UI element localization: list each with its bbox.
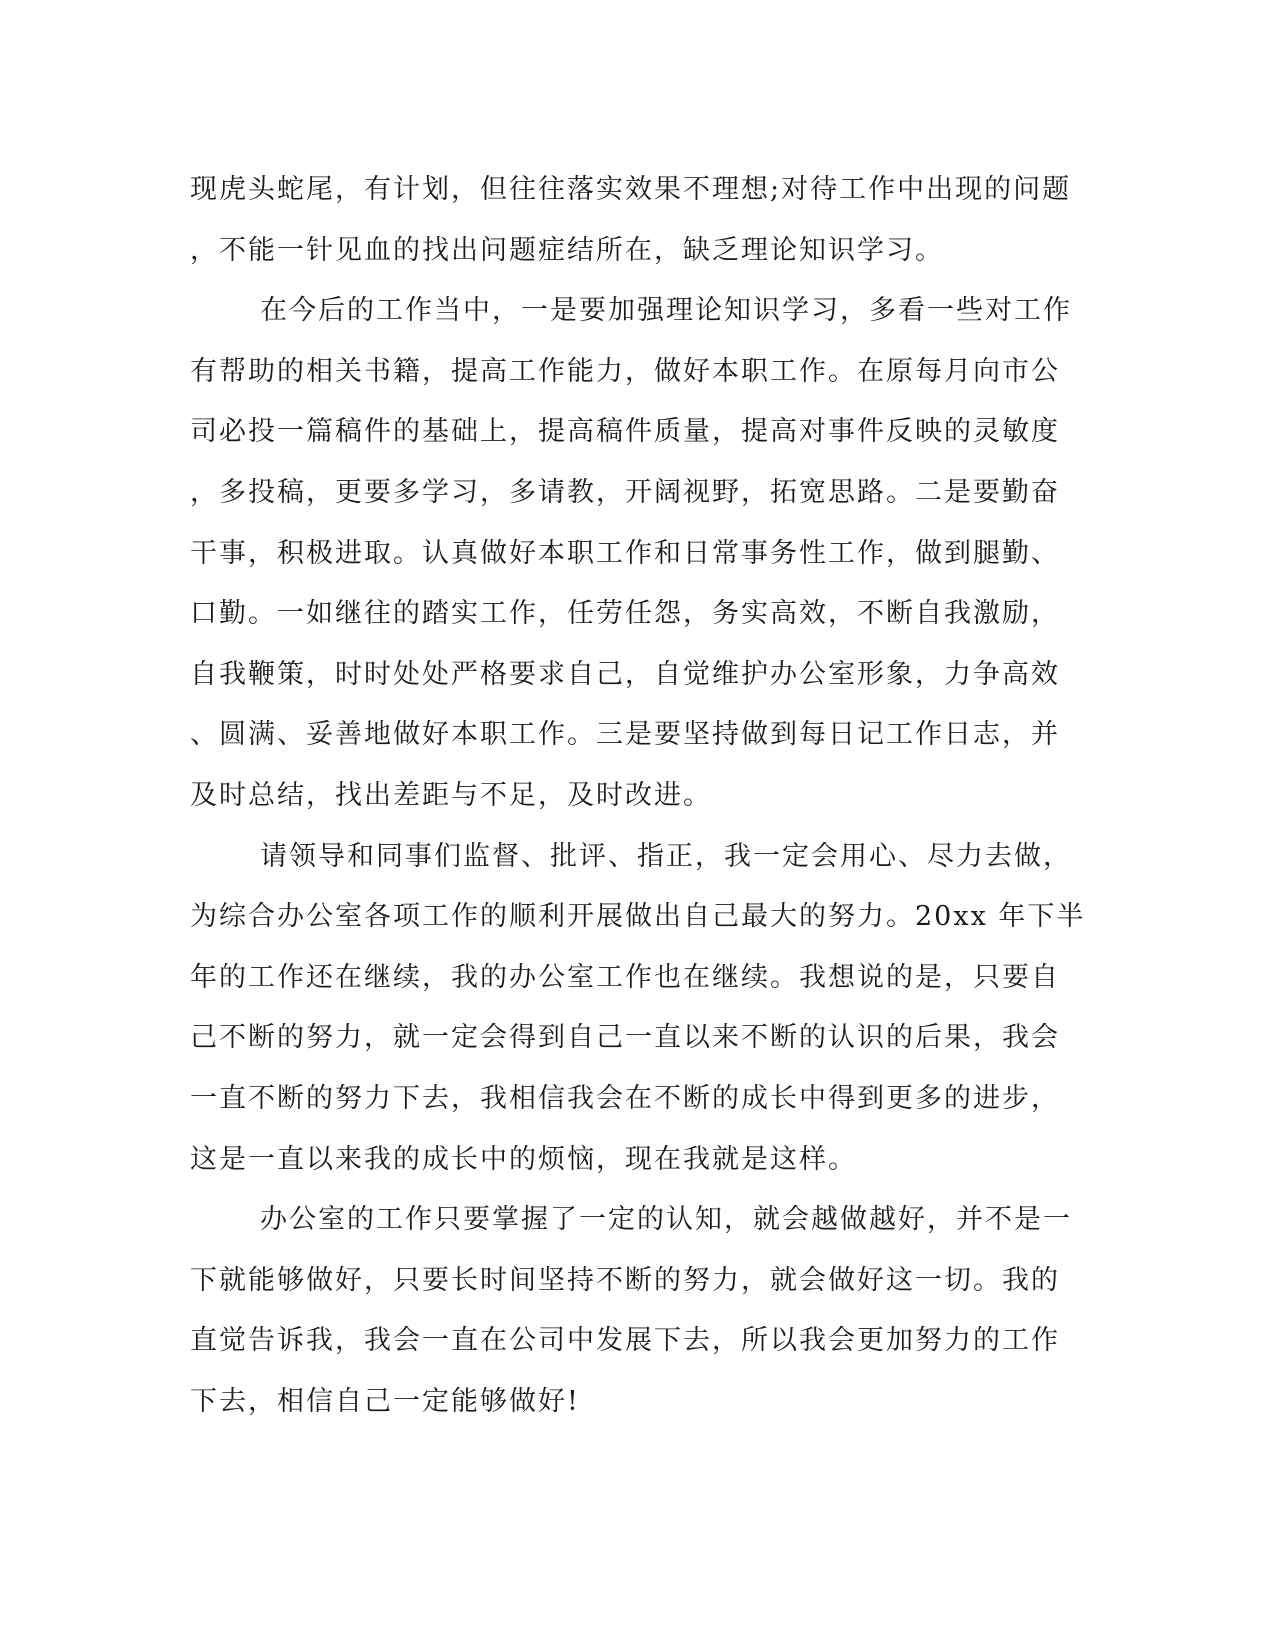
paragraph-start-line: 在今后的工作当中，一是要加强理论知识学习，多看一些对工作 — [260, 295, 1072, 327]
document-body — [190, 160, 1086, 1432]
paragraph-start-line: 办公室的工作只要掌握了一定的认知，就会越做越好，并不是一 — [260, 1204, 1072, 1236]
text-line: 直觉告诉我，我会一直在公司中发展下去，所以我会更加努力的工作 — [190, 1325, 1060, 1357]
text-line: 这是一直以来我的成长中的烦恼，现在我就是这样。 — [190, 1143, 857, 1175]
text-line: 现虎头蛇尾，有计划，但往往落实效果不理想;对待工作中出现的问题 — [190, 174, 1072, 205]
text-line: 己不断的努力，就一定会得到自己一直以来不断的认识的后果，我会 — [190, 1022, 1060, 1054]
text-line: 、圆满、妥善地做好本职工作。三是要坚持做到每日记工作日志，并 — [190, 719, 1060, 751]
text-line: 有帮助的相关书籍，提高工作能力，做好本职工作。在原每月向市公 — [190, 355, 1060, 387]
text-line: 自我鞭策，时时处处严格要求自己，自觉维护办公室形象，力争高效 — [190, 658, 1060, 690]
text-line: ，多投稿，更要多学习，多请教，开阔视野，拓宽思路。二是要勤奋 — [190, 476, 1060, 508]
text-line: 司必投一篇稿件的基础上，提高稿件质量，提高对事件反映的灵敏度 — [190, 416, 1060, 448]
text-line: 一直不断的努力下去，我相信我会在不断的成长中得到更多的进步， — [190, 1082, 1060, 1114]
paragraph-start-line: 请领导和同事们监督、批评、指正，我一定会用心、尽力去做， — [260, 840, 1072, 872]
text-line: 下去，相信自己一定能够做好! — [190, 1385, 580, 1417]
text-line: 下就能够做好，只要长时间坚持不断的努力，就会做好这一切。我的 — [190, 1264, 1060, 1296]
text-line: 年的工作还在继续，我的办公室工作也在继续。我想说的是，只要自 — [190, 961, 1060, 993]
text-line: 口勤。一如继往的踏实工作，任劳任怨，务实高效，不断自我激励， — [190, 598, 1060, 630]
text-line: 及时总结，找出差距与不足，及时改进。 — [190, 779, 712, 811]
text-line: 干事，积极进取。认真做好本职工作和日常事务性工作，做到腿勤、 — [190, 537, 1060, 569]
text-line: 为综合办公室各项工作的顺利开展做出自己最大的努力。20xx 年下半 — [190, 901, 1086, 933]
text-line: ，不能一针见血的找出问题症结所在，缺乏理论知识学习。 — [190, 234, 944, 266]
